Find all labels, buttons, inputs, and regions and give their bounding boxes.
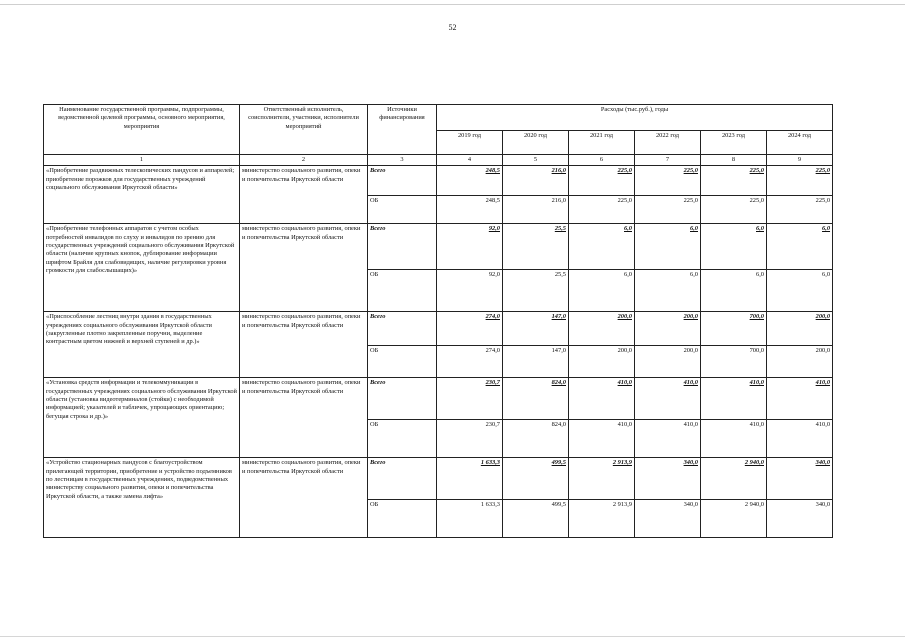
ob-amount-cell: 6,0 [635, 270, 701, 312]
total-amount-cell: 340,0 [767, 458, 833, 500]
total-amount-cell: 200,0 [767, 312, 833, 346]
source-total-label: Всего [368, 312, 437, 346]
ob-amount-cell: 200,0 [569, 346, 635, 378]
source-ob-label: ОБ [368, 346, 437, 378]
scan-edge-top [0, 4, 905, 5]
ob-amount-cell: 225,0 [767, 196, 833, 224]
header-year: 2019 год [437, 131, 503, 155]
total-amount-cell: 6,0 [569, 224, 635, 270]
measure-name: «Устройство стационарных пандусов с благоустройством прилегающей территории, приобретение и устройство подъемников по лестницам в государственных учреждениях, подведомственных министерству социального развития, опеки и попечительства Иркутской области, а также замена лифта» [44, 458, 240, 538]
header-year: 2024 год [767, 131, 833, 155]
header-executor: Ответственный исполнитель, соисполнители, участники, исполнители мероприятий [240, 105, 368, 155]
total-amount-cell: 700,0 [701, 312, 767, 346]
column-number: 9 [767, 155, 833, 166]
column-number: 2 [240, 155, 368, 166]
measure-name: «Приобретение раздвижных телескопических пандусов и аппарелей; приобретение порожков для государственных учреждений социального обслуживания Иркутской области» [44, 166, 240, 224]
column-number: 7 [635, 155, 701, 166]
column-number: 3 [368, 155, 437, 166]
ob-amount-cell: 216,0 [503, 196, 569, 224]
ob-amount-cell: 225,0 [701, 196, 767, 224]
total-amount-cell: 147,0 [503, 312, 569, 346]
measure-executor: министерство социального развития, опеки и попечительства Иркутской области [240, 312, 368, 378]
total-amount-cell: 2 940,0 [701, 458, 767, 500]
measure-total-row [44, 224, 833, 270]
total-amount-cell: 216,0 [503, 166, 569, 196]
source-total-label: Всего [368, 458, 437, 500]
total-amount-cell: 499,5 [503, 458, 569, 500]
header-source: Источники финансирования [368, 105, 437, 155]
ob-amount-cell: 340,0 [767, 500, 833, 538]
ob-amount-cell: 225,0 [635, 196, 701, 224]
source-total-label: Всего [368, 166, 437, 196]
total-amount-cell: 410,0 [767, 378, 833, 420]
total-amount-cell: 225,0 [635, 166, 701, 196]
source-total-label: Всего [368, 378, 437, 420]
column-number: 6 [569, 155, 635, 166]
measure-name: «Приобретение телефонных аппаратов с учетом особых потребностей инвалидов по слуху и инвалидов по зрению для государственных учреждений социального обслуживания Иркутской области (наличие крупных кнопок, дублирование информации шрифтом Брайля для слабовидящих, наличие регулировки уровня громкости для слабослышащих)» [44, 224, 240, 312]
ob-amount-cell: 340,0 [635, 500, 701, 538]
ob-amount-cell: 410,0 [569, 420, 635, 458]
header-year: 2023 год [701, 131, 767, 155]
ob-amount-cell: 499,5 [503, 500, 569, 538]
total-amount-cell: 6,0 [767, 224, 833, 270]
source-ob-label: ОБ [368, 500, 437, 538]
column-number: 1 [44, 155, 240, 166]
ob-amount-cell: 1 633,3 [437, 500, 503, 538]
ob-amount-cell: 225,0 [569, 196, 635, 224]
measure-name: «Приспособление лестниц внутри здания в государственных учреждениях социального обслуживания Иркутской области (закругленные плотно закрепленные поручни, выделение контрастным цветом нижней и верхней ступеней и др.)» [44, 312, 240, 378]
ob-amount-cell: 2 913,9 [569, 500, 635, 538]
total-amount-cell: 25,5 [503, 224, 569, 270]
column-numbers-row [44, 155, 833, 166]
measure-total-row [44, 312, 833, 346]
ob-amount-cell: 200,0 [635, 346, 701, 378]
source-ob-label: ОБ [368, 270, 437, 312]
ob-amount-cell: 824,0 [503, 420, 569, 458]
ob-amount-cell: 92,0 [437, 270, 503, 312]
ob-amount-cell: 410,0 [767, 420, 833, 458]
scan-edge-bottom [0, 636, 905, 637]
ob-amount-cell: 410,0 [635, 420, 701, 458]
total-amount-cell: 225,0 [569, 166, 635, 196]
total-amount-cell: 225,0 [767, 166, 833, 196]
source-ob-label: ОБ [368, 196, 437, 224]
ob-amount-cell: 2 940,0 [701, 500, 767, 538]
total-amount-cell: 92,0 [437, 224, 503, 270]
header-year: 2020 год [503, 131, 569, 155]
ob-amount-cell: 700,0 [701, 346, 767, 378]
ob-amount-cell: 6,0 [767, 270, 833, 312]
total-amount-cell: 230,7 [437, 378, 503, 420]
source-ob-label: ОБ [368, 420, 437, 458]
expenses-table [43, 104, 833, 538]
column-number: 5 [503, 155, 569, 166]
total-amount-cell: 274,0 [437, 312, 503, 346]
measure-name: «Установка средств информации и телекоммуникации в государственных учреждениях социального обслуживания Иркутской области (установка видеотерминалов (стойки) с необходимой информацией; указателей и табличек, упрощающих ориентацию; бегущая строка и др.)» [44, 378, 240, 458]
measure-executor: министерство социального развития, опеки и попечительства Иркутской области [240, 166, 368, 224]
total-amount-cell: 225,0 [701, 166, 767, 196]
total-amount-cell: 248,5 [437, 166, 503, 196]
ob-amount-cell: 410,0 [701, 420, 767, 458]
total-amount-cell: 6,0 [701, 224, 767, 270]
total-amount-cell: 824,0 [503, 378, 569, 420]
total-amount-cell: 1 633,3 [437, 458, 503, 500]
header-year: 2022 год [635, 131, 701, 155]
total-amount-cell: 200,0 [635, 312, 701, 346]
measure-executor: министерство социального развития, опеки и попечительства Иркутской области [240, 458, 368, 538]
ob-amount-cell: 200,0 [767, 346, 833, 378]
column-number: 4 [437, 155, 503, 166]
ob-amount-cell: 6,0 [569, 270, 635, 312]
measure-executor: министерство социального развития, опеки и попечительства Иркутской области [240, 378, 368, 458]
measure-total-row [44, 378, 833, 420]
header-expenses: Расходы (тыс.руб.), годы [437, 105, 833, 131]
total-amount-cell: 200,0 [569, 312, 635, 346]
total-amount-cell: 410,0 [701, 378, 767, 420]
ob-amount-cell: 248,5 [437, 196, 503, 224]
measure-total-row [44, 458, 833, 500]
measure-executor: министерство социального развития, опеки и попечительства Иркутской области [240, 224, 368, 312]
ob-amount-cell: 147,0 [503, 346, 569, 378]
page-number: 52 [448, 23, 457, 32]
column-number: 8 [701, 155, 767, 166]
measure-total-row [44, 166, 833, 196]
header-year: 2021 год [569, 131, 635, 155]
total-amount-cell: 2 913,9 [569, 458, 635, 500]
header-name: Наименование государственной программы, подпрограммы, ведомственной целевой программы, основного мероприятия, мероприятия [44, 105, 240, 155]
total-amount-cell: 340,0 [635, 458, 701, 500]
source-total-label: Всего [368, 224, 437, 270]
total-amount-cell: 410,0 [569, 378, 635, 420]
ob-amount-cell: 230,7 [437, 420, 503, 458]
ob-amount-cell: 25,5 [503, 270, 569, 312]
total-amount-cell: 410,0 [635, 378, 701, 420]
ob-amount-cell: 274,0 [437, 346, 503, 378]
total-amount-cell: 6,0 [635, 224, 701, 270]
ob-amount-cell: 6,0 [701, 270, 767, 312]
